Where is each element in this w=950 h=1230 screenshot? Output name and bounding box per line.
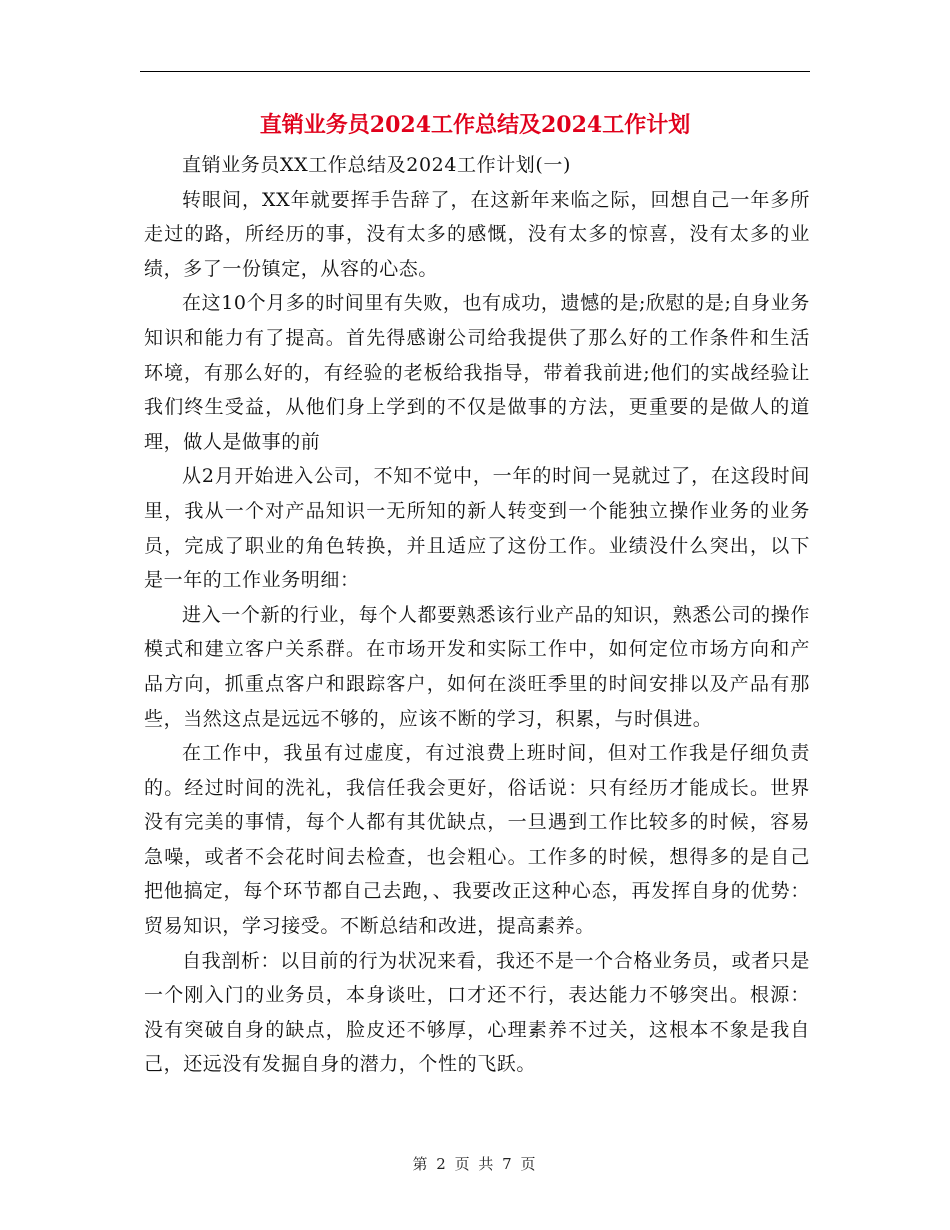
body-paragraph: 在工作中，我虽有过虚度，有过浪费上班时间，但对工作我是仔细负责的。经过时间的洗礼，我信任我会更好，俗话说：只有经历才能成长。世界没有完美的事情，每个人都有其优缺点，一旦遇到工作比较多的时候，容易急噪，或者不会花时间去检查，也会粗心。工作多的时候，想得多的是自己把他搞定，每个环节都自己去跑，、我要改正这种心态，再发挥自身的优势：贸易知识，学习接受。不断总结和改进，提高素养。 [144, 742, 810, 938]
subtitle-paragraph: 直销业务员XX工作总结及2024工作计划(一) [182, 154, 572, 176]
page-number: 第 2 页 共 7 页 [412, 1155, 538, 1173]
body-paragraph: 从2月开始进入公司，不知不觉中，一年的时间一晃就过了，在这段时间里，我从一个对产品知识一无所知的新人转变到一个能独立操作业务的业务员，完成了职业的角色转换，并且适应了这份工作。业绩没什么突出，以下是一年的工作业务明细： [144, 465, 810, 592]
body-paragraph: 进入一个新的行业，每个人都要熟悉该行业产品的知识，熟悉公司的操作模式和建立客户关系群。在市场开发和实际工作中，如何定位市场方向和产品方向，抓重点客户和跟踪客户，如何在淡旺季里的时间安排以及产品有那些，当然这点是远远不够的，应该不断的学习，积累，与时俱进。 [144, 603, 810, 730]
document-body [144, 148, 810, 1082]
body-paragraph: 转眼间，XX年就要挥手告辞了，在这新年来临之际，回想自己一年多所走过的路，所经历的事，没有太多的感慨，没有太多的惊喜，没有太多的业绩，多了一份镇定，从容的心态。 [144, 188, 810, 280]
document-title: 直销业务员2024工作总结及2024工作计划 [259, 112, 691, 138]
header-rule [140, 71, 810, 72]
body-paragraph: 自我剖析：以目前的行为状况来看，我还不是一个合格业务员，或者只是一个刚入门的业务员，本身谈吐，口才还不行，表达能力不够突出。根源：没有突破自身的缺点，脸皮还不够厚，心理素养不过关，这根本不象是我自己，还远没有发掘自身的潜力，个性的飞跃。 [144, 949, 810, 1076]
body-paragraph: 在这10个月多的时间里有失败，也有成功，遗憾的是;欣慰的是;自身业务知识和能力有了提高。首先得感谢公司给我提供了那么好的工作条件和生活环境，有那么好的，有经验的老板给我指导，带着我前进;他们的实战经验让我们终生受益，从他们身上学到的不仅是做事的方法，更重要的是做人的道理，做人是做事的前 [144, 292, 810, 453]
